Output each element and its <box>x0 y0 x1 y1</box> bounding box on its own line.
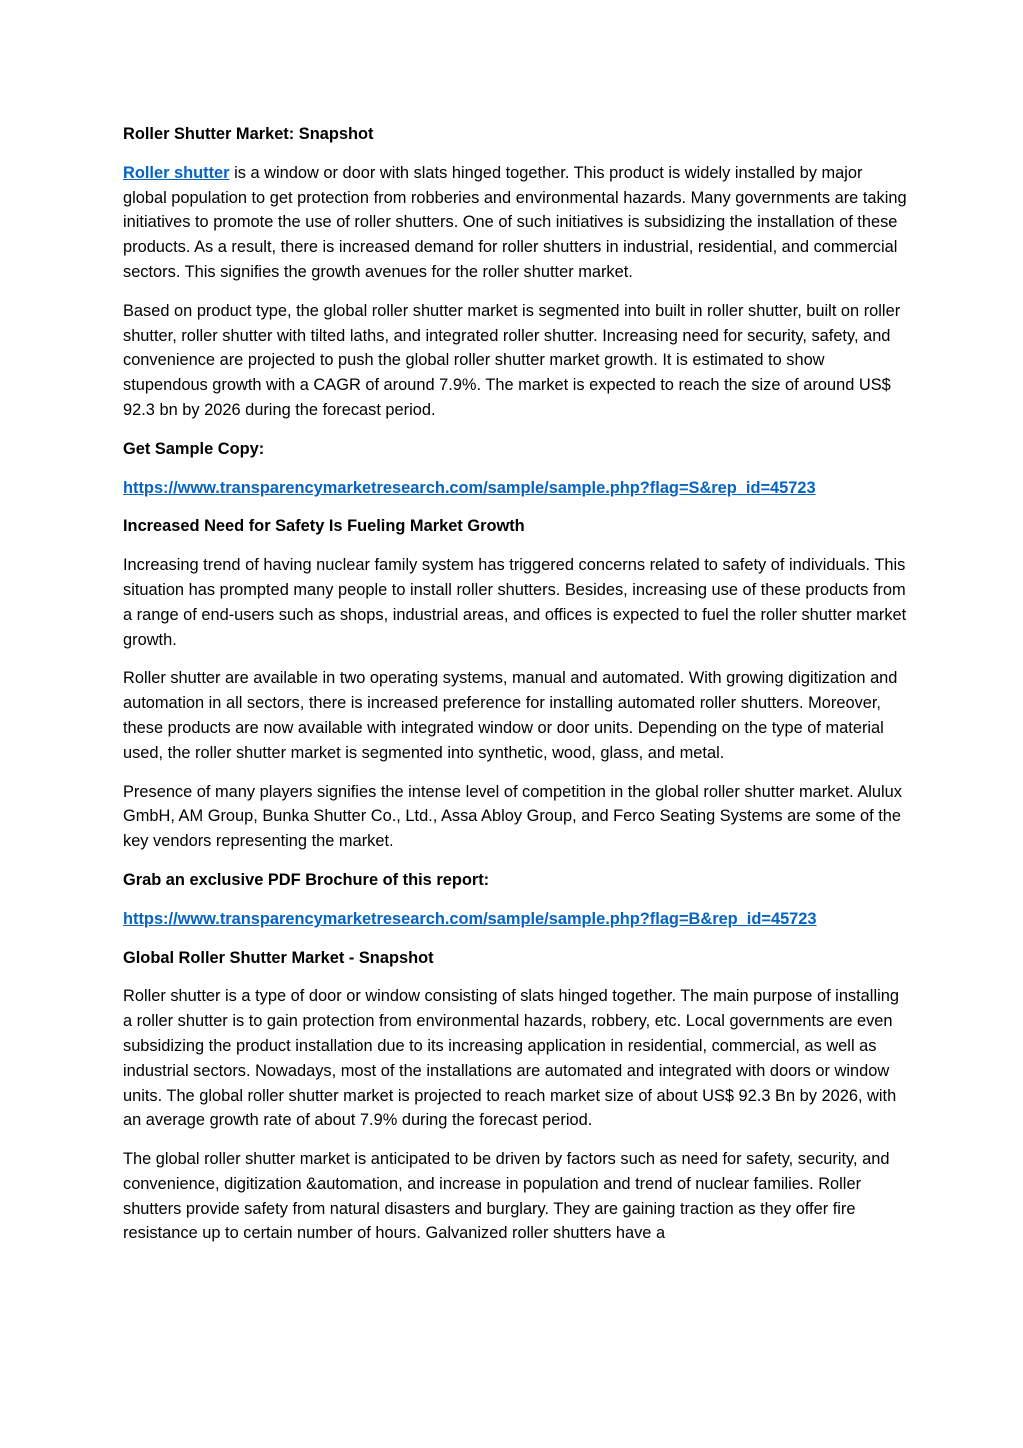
product-type-paragraph: Based on product type, the global roller shutter market is segmented into built in roller shutter, built on roller shutter, roller shutter with tilted laths, and integrated roller shutter. Increasing need for security, safety, and convenience are projected to push the global roller shutter market growth. It is estimated to show stupendous growth with a CAGR of around 7.9%. The market is expected to reach the size of around US$ 92.3 bn by 2026 during the forecast period. <box>123 301 901 419</box>
global-snapshot-paragraph: Roller shutter is a type of door or window consisting of slats hinged together. The main purpose of installing a roller shutter is to gain protection from environmental hazards, robbery, etc. Local governments are even subsidizing the product installation due to its increasing application in residential, commercial, as well as industrial sectors. Nowadays, most of the installations are automated and integrated with doors or window units. The global roller shutter market is projected to reach market size of about US$ 92.3 Bn by 2026, with an average growth rate of about 7.9% during the forecast period. <box>123 987 899 1130</box>
global-snapshot-heading: Global Roller Shutter Market - Snapshot <box>123 948 434 967</box>
intro-text: is a window or door with slats hinged together. This product is widely installed by major global population to get protection from robberies and environmental hazards. Many governments are taking initiatives to promote the use of roller shutters. One of such initiatives is subsidizing the installation of these products. As a result, there is increased demand for roller shutters in industrial, residential, and commercial sectors. This signifies the growth avenues for the roller shutter market. <box>123 163 907 281</box>
drivers-paragraph: The global roller shutter market is anticipated to be driven by factors such as need for safety, security, and convenience, digitization &automation, and increase in population and trend of nuclear families. Roller shutters provide safety from natural disasters and burglary. They are gaining traction as they offer fire resistance up to certain number of hours. Galvanized roller shutters have a <box>123 1150 890 1243</box>
brochure-link[interactable]: https://www.transparencymarketresearch.com/sample/sample.php?flag=B&rep_id=45723 <box>123 909 817 928</box>
competition-paragraph: Presence of many players signifies the intense level of competition in the global roller shutter market. Alulux GmbH, AM Group, Bunka Shutter Co., Ltd., Assa Abloy Group, and Ferco Seating Systems are some of the key vendors representing the market. <box>123 782 902 851</box>
brochure-heading: Grab an exclusive PDF Brochure of this report: <box>123 870 490 889</box>
intro-paragraph <box>123 161 908 285</box>
roller-shutter-link[interactable]: Roller shutter <box>123 163 230 182</box>
nuclear-family-paragraph: Increasing trend of having nuclear family system has triggered concerns related to safety of individuals. This situation has prompted many people to install roller shutters. Besides, increasing use of these products from a range of end-users such as shops, industrial areas, and offices is expected to fuel the roller shutter market growth. <box>123 556 907 649</box>
sample-copy-link[interactable]: https://www.transparencymarketresearch.com/sample/sample.php?flag=S&rep_id=45723 <box>123 478 816 497</box>
document-page <box>123 122 908 1260</box>
safety-heading: Increased Need for Safety Is Fueling Market Growth <box>123 517 525 536</box>
operating-systems-paragraph: Roller shutter are available in two operating systems, manual and automated. With growing digitization and automation in all sectors, there is increased preference for installing automated roller shutters. Moreover, these products are now available with integrated window or door units. Depending on the type of material used, the roller shutter market is segmented into synthetic, wood, glass, and metal. <box>123 669 898 762</box>
brochure-link-row <box>123 907 908 932</box>
page-title: Roller Shutter Market: Snapshot <box>123 125 374 143</box>
sample-link-row <box>123 476 908 501</box>
sample-copy-heading: Get Sample Copy: <box>123 439 265 458</box>
